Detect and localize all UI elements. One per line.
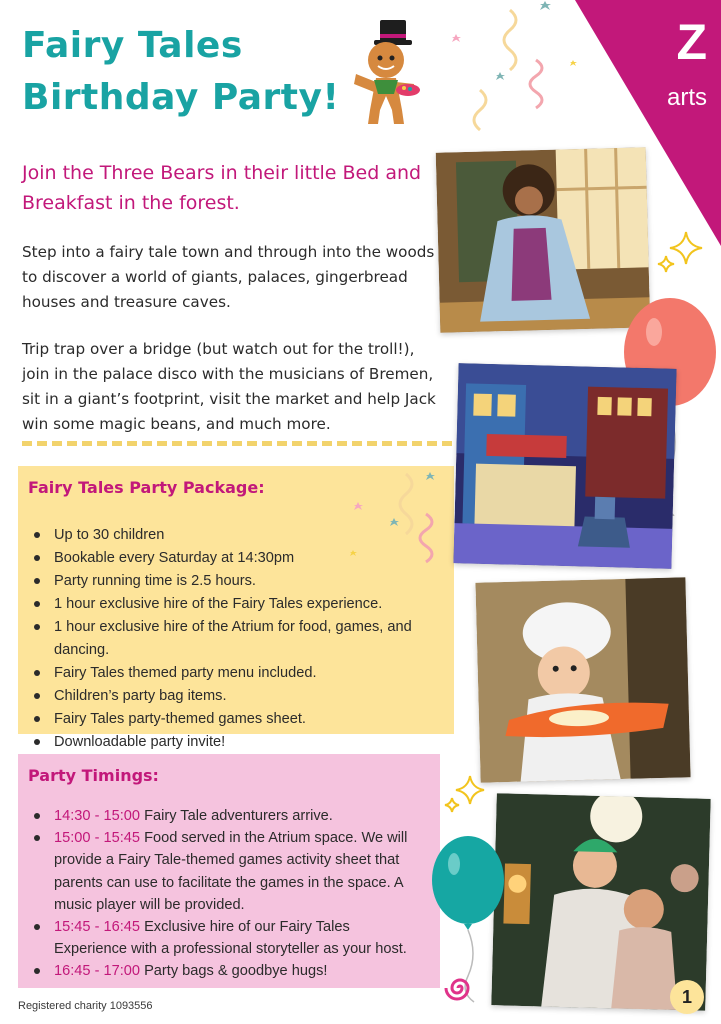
list-item: 1 hour exclusive hire of the Fairy Tales experience. bbox=[18, 593, 454, 616]
timing-time: 16:45 - 17:00 bbox=[54, 963, 141, 980]
confetti-decoration bbox=[340, 470, 450, 580]
timing-time: 14:30 - 15:00 bbox=[54, 808, 141, 824]
list-item: Party running time is 2.5 hours. bbox=[18, 570, 454, 593]
list-item: Downloadable party invite! bbox=[18, 731, 454, 754]
timing-text: Party bags & goodbye hugs! bbox=[140, 963, 328, 980]
list-item: Children’s party bag items. bbox=[18, 685, 454, 708]
list-item: Fairy Tales themed party menu included. bbox=[18, 662, 454, 685]
page-title bbox=[22, 20, 362, 124]
list-item: Fairy Tales party-themed games sheet. bbox=[18, 708, 454, 731]
gingerbread-man-illustration bbox=[348, 14, 424, 132]
photo-child-in-cape bbox=[436, 147, 651, 332]
intro-paragraph-2: Trip trap over a bridge (but watch out for the troll!), join in the palace disco with the musicians of Bremen, sit in a giant’s footprint, visit the market and help Jack win some magic beans, and much more. bbox=[22, 340, 436, 433]
list-item: Up to 30 children bbox=[18, 524, 454, 547]
timing-text: Food served in the Atrium space. We will provide a Fairy Tale-themed games activity sheet that parents can use to facilitate the games in the space. A music player will be provided. bbox=[54, 830, 408, 913]
list-item bbox=[18, 805, 440, 827]
dashed-divider bbox=[22, 441, 452, 446]
party-timings-box bbox=[18, 754, 440, 988]
confetti-decoration bbox=[440, 0, 580, 150]
photo-storyteller bbox=[491, 793, 710, 1011]
list-item bbox=[18, 827, 440, 916]
brand-logo-letter: Z bbox=[676, 14, 707, 70]
timing-text: Fairy Tale adventurers arrive. bbox=[140, 808, 333, 824]
title-line-2: Birthday Party! bbox=[22, 77, 340, 118]
intro-paragraph-1: Step into a fairy tale town and through into the woods to discover a world of giants, palaces, gingerbread houses and treasure caves. bbox=[22, 243, 435, 311]
list-item bbox=[18, 916, 440, 960]
party-package-title: Fairy Tales Party Package: bbox=[28, 478, 265, 497]
timing-time: 15:45 - 16:45 bbox=[54, 919, 141, 936]
page-number: 1 bbox=[670, 980, 704, 1014]
party-timings-title: Party Timings: bbox=[28, 766, 159, 785]
party-timings-list bbox=[18, 805, 440, 983]
title-line-1: Fairy Tales bbox=[22, 25, 243, 66]
sparkle-decoration bbox=[656, 228, 706, 278]
charity-registration: Registered charity 1093556 bbox=[18, 1000, 153, 1012]
brand-logo-word: arts bbox=[666, 84, 707, 111]
subtitle: Join the Three Bears in their little Bed and Breakfast in the forest. bbox=[22, 162, 422, 214]
list-item: Bookable every Saturday at 14:30pm bbox=[18, 547, 454, 570]
list-item: 1 hour exclusive hire of the Atrium for food, games, and dancing. bbox=[18, 616, 454, 662]
list-item bbox=[18, 960, 440, 982]
photo-fairy-tale-town bbox=[453, 363, 676, 569]
swirl-decoration bbox=[444, 972, 476, 1004]
photo-baby-chef bbox=[475, 577, 690, 782]
timing-time: 15:00 - 15:45 bbox=[54, 830, 141, 847]
intro-text bbox=[22, 240, 442, 459]
sparkle-decoration bbox=[444, 772, 488, 820]
timing-text: Exclusive hire of our Fairy Tales Experience with a professional storyteller as your host. bbox=[54, 919, 407, 958]
